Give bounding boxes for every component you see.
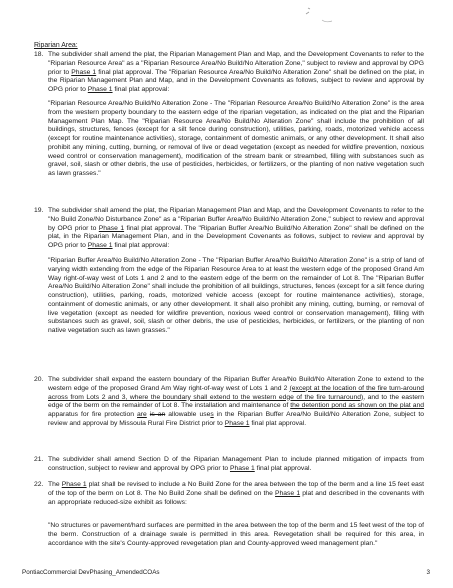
condition-body [48, 481, 424, 507]
text-run: final plat approval: [112, 242, 170, 249]
condition-quote: "Riparian Buffer Area/No Build/No Alteration Zone - The "Riparian Buffer Area/No Build/No Alteration Zone" is a strip of land of varying width extending from the edge of the Riparian Resource Area to at least the western edge of the proposed Grand Am Way right-of-way west of Lots 1 and 2 and to the eastern edge of the berm on the remainder of Lot 8. The "Riparian Buffer Area/No Build/No Alteration Zone" shall include the prohibition of all buildings, structures, fences (except for a silt fence during construction), utilities, parking, roads, motorized vehicle access (except for routine maintenance activities), storage, containment of domestic animals, or any other development. It shall also prohibit any mining, cutting, burning, or removal of live vegetation (except as needed for wildfire prevention, noxious weed control or conservation management), filling with substances such as gravel, soil, slash or other debris, the use of pesticides, herbicides, or fertilizers, or the planting of non native vegetation such as lawn grasses." [48, 257, 424, 334]
text-run: final plat approval. The "Riparian Resource Area/No Build/No Alteration Zone" shall be defined on the plat, in the Riparian Management Plan and Map, and in the Development Covenants as follows, subject to review and approval by OPG prior to [48, 68, 424, 93]
condition-number: 20. [34, 376, 44, 383]
condition-number: 21. [34, 456, 44, 463]
text-run: The subdivider shall amend the plat, the Riparian Management Plan and Map, and the Development Covenants to refer to the "Riparian Resource Area" as a "Riparian Resource Area/No Build/No Alteration Zone," subject to review and approval by OPG prior to [48, 51, 424, 76]
condition-body [48, 456, 424, 474]
scan-marks-icon [300, 4, 340, 26]
condition-21 [34, 456, 424, 474]
condition-18 [34, 51, 424, 95]
condition-number: 19. [34, 207, 44, 214]
section-heading: Riparian Area: [34, 42, 78, 49]
text-run: plat and described in the covenants with an appropriate reduced-size exhibit as follows: [48, 489, 425, 506]
text-run: final plat approval: [112, 86, 170, 93]
underlined-text: are [137, 411, 147, 418]
underlined-text: Phase 1 [229, 464, 255, 472]
text-run: The subdivider shall amend the plat, the Riparian Management Plan and Map, and the Development Covenants to refer to the "No Build Zone/No Disturbance Zone" as a "Riparian Buffer Area/No Build/No Alteration Zone," subject to review and approval by OPG prior to [48, 207, 424, 232]
condition-19 [34, 207, 424, 251]
text-run: allowable use [165, 411, 211, 418]
underlined-text: Phase 1 [61, 481, 87, 488]
underlined-text: Phase 1 [275, 489, 301, 497]
text-run: The subdivider shall expand the eastern boundary of the Riparian Buffer Area/No Build/No Alteration Zone to extend to the western edge of the proposed Grand Am Way right-of-way west of Lots 1 and 2 [48, 376, 424, 392]
underlined-text: Phase 1 [224, 419, 250, 427]
condition-quote: "No structures or pavement/hard surfaces are permitted in the area between the top of the berm and 15 feet west of the top of the berm. Construction of a drainage swale is permitted in this area. Revegetation shall be required for this area, in accordance with the site's County-approved revegetation plan and County-approved weed management plan." [48, 522, 424, 547]
text-run: final plat approval. [249, 419, 307, 427]
condition-number: 18. [34, 51, 44, 58]
underlined-text: Phase 1 [87, 86, 113, 93]
condition-20 [34, 376, 424, 429]
page-number: 3 [426, 569, 430, 576]
condition-22 [34, 481, 424, 507]
underlined-text: s [210, 411, 214, 418]
text-run: The subdivider shall amend Section D of the Riparian Management Plan to include planned mitigation of impacts from construction, subject to review and approval by OPG prior to [48, 456, 424, 472]
page-footer [22, 569, 430, 576]
text-run: , and to the eastern edge of the berm on the remainder of Lot 8. The installation and maintenance of [48, 393, 424, 410]
underlined-text: the detention pond as shown on the plat and [290, 402, 425, 410]
text-run: The [48, 481, 62, 488]
text-run: in the Riparian Buffer Area/No Build/No Alteration Zone, subject to review and approval by Missoula Rural Fire District prior to [48, 411, 425, 427]
underlined-text: Phase 1 [87, 242, 113, 249]
condition-quote: "Riparian Resource Area/No Build/No Alteration Zone - The "Riparian Resource Area/No Build/No Alteration Zone" is the area from the western property boundary to the eastern edge of the riparian vegetation, as indicated on the plat and the Riparian Management Plan Map. The "Riparian Resource Area/No Build/No Alteration Zone" shall include the prohibition of all buildings, structures, fences (except for a silt fence during construction), utilities, parking, roads, motorized vehicle access (except for routine maintenance activities), storage, containment of domestic animals, or any other development. It shall also prohibit any mining, cutting, burning, or removal of live or dead vegetation (except as needed for wildfire prevention, noxious weed control or conservation management), modification of the stream bank or streambed, filling with substances such as gravel, soil, slash or other debris, the use of pesticides, herbicides, or fertilizers, or the planting of non native vegetation such as lawn grasses." [48, 100, 424, 177]
footer-filename: PontiacCommercial DevPhasing_AmendedCOAs [22, 569, 160, 576]
text-run: final plat approval. [254, 464, 312, 472]
underlined-text: (except at the location of the fire turn-around across from Lots 2 and 3, where the boundary shall extend to the western edge of the fire turnaround) [48, 384, 424, 401]
underlined-text: Phase 1 [71, 68, 97, 76]
text-run: apparatus for fire protection [48, 411, 138, 418]
condition-number: 22. [34, 481, 44, 488]
text-run: plat shall be revised to include a No Build Zone for the area between the top of the berm and a line 15 feet east of the top of the berm on Lot 8. The No Build Zone shall be defined on the [48, 481, 424, 497]
condition-body [48, 51, 424, 95]
condition-body [48, 207, 424, 251]
condition-body [48, 376, 424, 429]
struck-text: is an [149, 411, 166, 418]
underlined-text: Phase 1 [98, 224, 125, 232]
text-run: final plat approval. The "Riparian Buffer Area/No Build/No Alteration Zone" shall be defined on the plat, in the Riparian Management Plan, and in the Development Covenants as follows, subject to review and approval by OPG prior to [48, 224, 424, 249]
